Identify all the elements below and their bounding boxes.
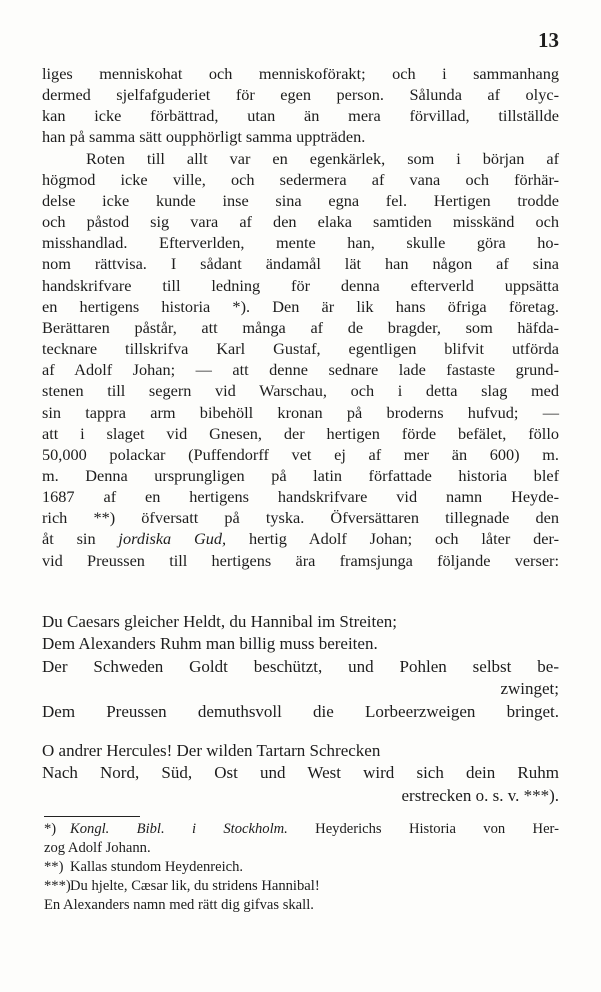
footnote-text xyxy=(70,820,559,839)
footnotes xyxy=(44,820,559,915)
text-fragment: åt sin xyxy=(42,529,119,549)
text-line: tecknare tillskrifva Karl Gustaf, egentligen blifvit utförda xyxy=(42,339,559,359)
text-line: kan icke förbättrad, utan än mera förvillad, tillställde xyxy=(42,106,559,126)
text-line: stenen till segern vid Warschau, och i detta slag med xyxy=(42,381,559,401)
italic-phrase: Kongl. Bibl. i Stockholm. xyxy=(70,821,288,837)
text-line: att i slaget vid Gnesen, der hertigen förde befälet, föllo xyxy=(42,423,559,443)
text-line: misshandlad. Efterverlden, mente han, skulle göra ho- xyxy=(42,233,559,253)
text-line: liges menniskohat och menniskoförakt; och i sammanhang xyxy=(42,64,559,83)
page-number: 13 xyxy=(538,28,559,52)
verse-line: Nach Nord, Süd, Ost und West wird sich dein Ruhm xyxy=(42,763,559,783)
poem-stanza xyxy=(42,611,559,723)
footnote-divider xyxy=(44,816,140,817)
text-line: 50,000 polackar (Puffendorff vet ej af mer än 600) m. xyxy=(42,444,559,464)
text-line: vid Preussen till hertigens ära framsjunga följande verser: xyxy=(42,550,559,570)
text-line: handskrifvare till ledning för denna efterverld uppsätta xyxy=(42,275,559,295)
footnote xyxy=(44,820,559,839)
text-line xyxy=(42,528,559,549)
footnote-mark: *) xyxy=(44,821,57,837)
text-line: rich **) öfversatt på tyska. Öfversättaren tillegnade den xyxy=(42,508,559,528)
footnote-continuation: En Alexanders namn med rätt dig gifvas skall. xyxy=(44,897,314,913)
poem-stanza xyxy=(42,740,559,807)
footnote xyxy=(44,877,559,896)
verse-line: Du Caesars gleicher Heldt, du Hannibal im Streiten; xyxy=(42,612,398,631)
text-line: dermed sjelfafguderiet för egen person. Sålunda af olyc- xyxy=(42,85,559,105)
text-line: och påstod sig vara af den elaka samtiden misskänd och xyxy=(42,212,559,232)
text-line: m. Denna ursprungligen på latin författade historia blef xyxy=(42,465,559,485)
text-fragment: hertig Adolf Johan; och låter der- xyxy=(226,529,559,549)
text-line: en hertigens historia *). Den är lik hans öfriga företag. xyxy=(42,296,559,316)
verse-line: Dem Alexanders Ruhm man billig muss bereiten. xyxy=(42,634,378,654)
verse-line: Dem Preussen demuthsvoll die Lorbeerzweigen bringet. xyxy=(42,701,559,721)
text-line: nom rättvisa. I sådant ändamål lät han någon af sina xyxy=(42,254,559,274)
text-fragment: Heyderichs Historia von Her- xyxy=(287,821,559,837)
footnote-text: Du hjelte, Cæsar lik, du stridens Hannibal! xyxy=(70,878,320,894)
italic-phrase: jordiska Gud, xyxy=(118,529,227,549)
text-line: Roten till allt var en egenkärlek, som i början af xyxy=(86,148,559,168)
verse-line: zwinget; xyxy=(500,679,559,699)
text-line: af Adolf Johan; — att denne sednare lade fastaste grund- xyxy=(42,360,559,380)
verse-line: O andrer Hercules! Der wilden Tartarn Schrecken xyxy=(42,741,381,760)
footnote-mark: ***) xyxy=(44,878,71,894)
text-line: 1687 af en hertigens handskrifvare vid namn Heyde- xyxy=(42,487,559,507)
text-line: delse icke kunde inse sina egna fel. Hertigen trodde xyxy=(42,190,559,210)
footnote-continuation: zog Adolf Johann. xyxy=(44,840,151,856)
body-text xyxy=(42,63,559,571)
footnote xyxy=(44,858,559,877)
footnote-text: Kallas stundom Heydenreich. xyxy=(70,859,244,875)
text-line: högmod icke ville, och sedermera af vana och förhär- xyxy=(42,169,559,189)
text-line: Berättaren påstår, att många af de bragder, som häfda- xyxy=(42,317,559,337)
verse-line: erstrecken o. s. v. ***). xyxy=(401,785,559,805)
footnote-mark: **) xyxy=(44,859,64,875)
text-line: sin tappra arm bibehöll kronan på broderns hufvud; — xyxy=(42,402,559,422)
text-line: han på samma sätt oupphörligt samma uppträden. xyxy=(42,127,366,147)
verse-line: Der Schweden Goldt beschützt, und Pohlen selbst be- xyxy=(42,656,559,676)
